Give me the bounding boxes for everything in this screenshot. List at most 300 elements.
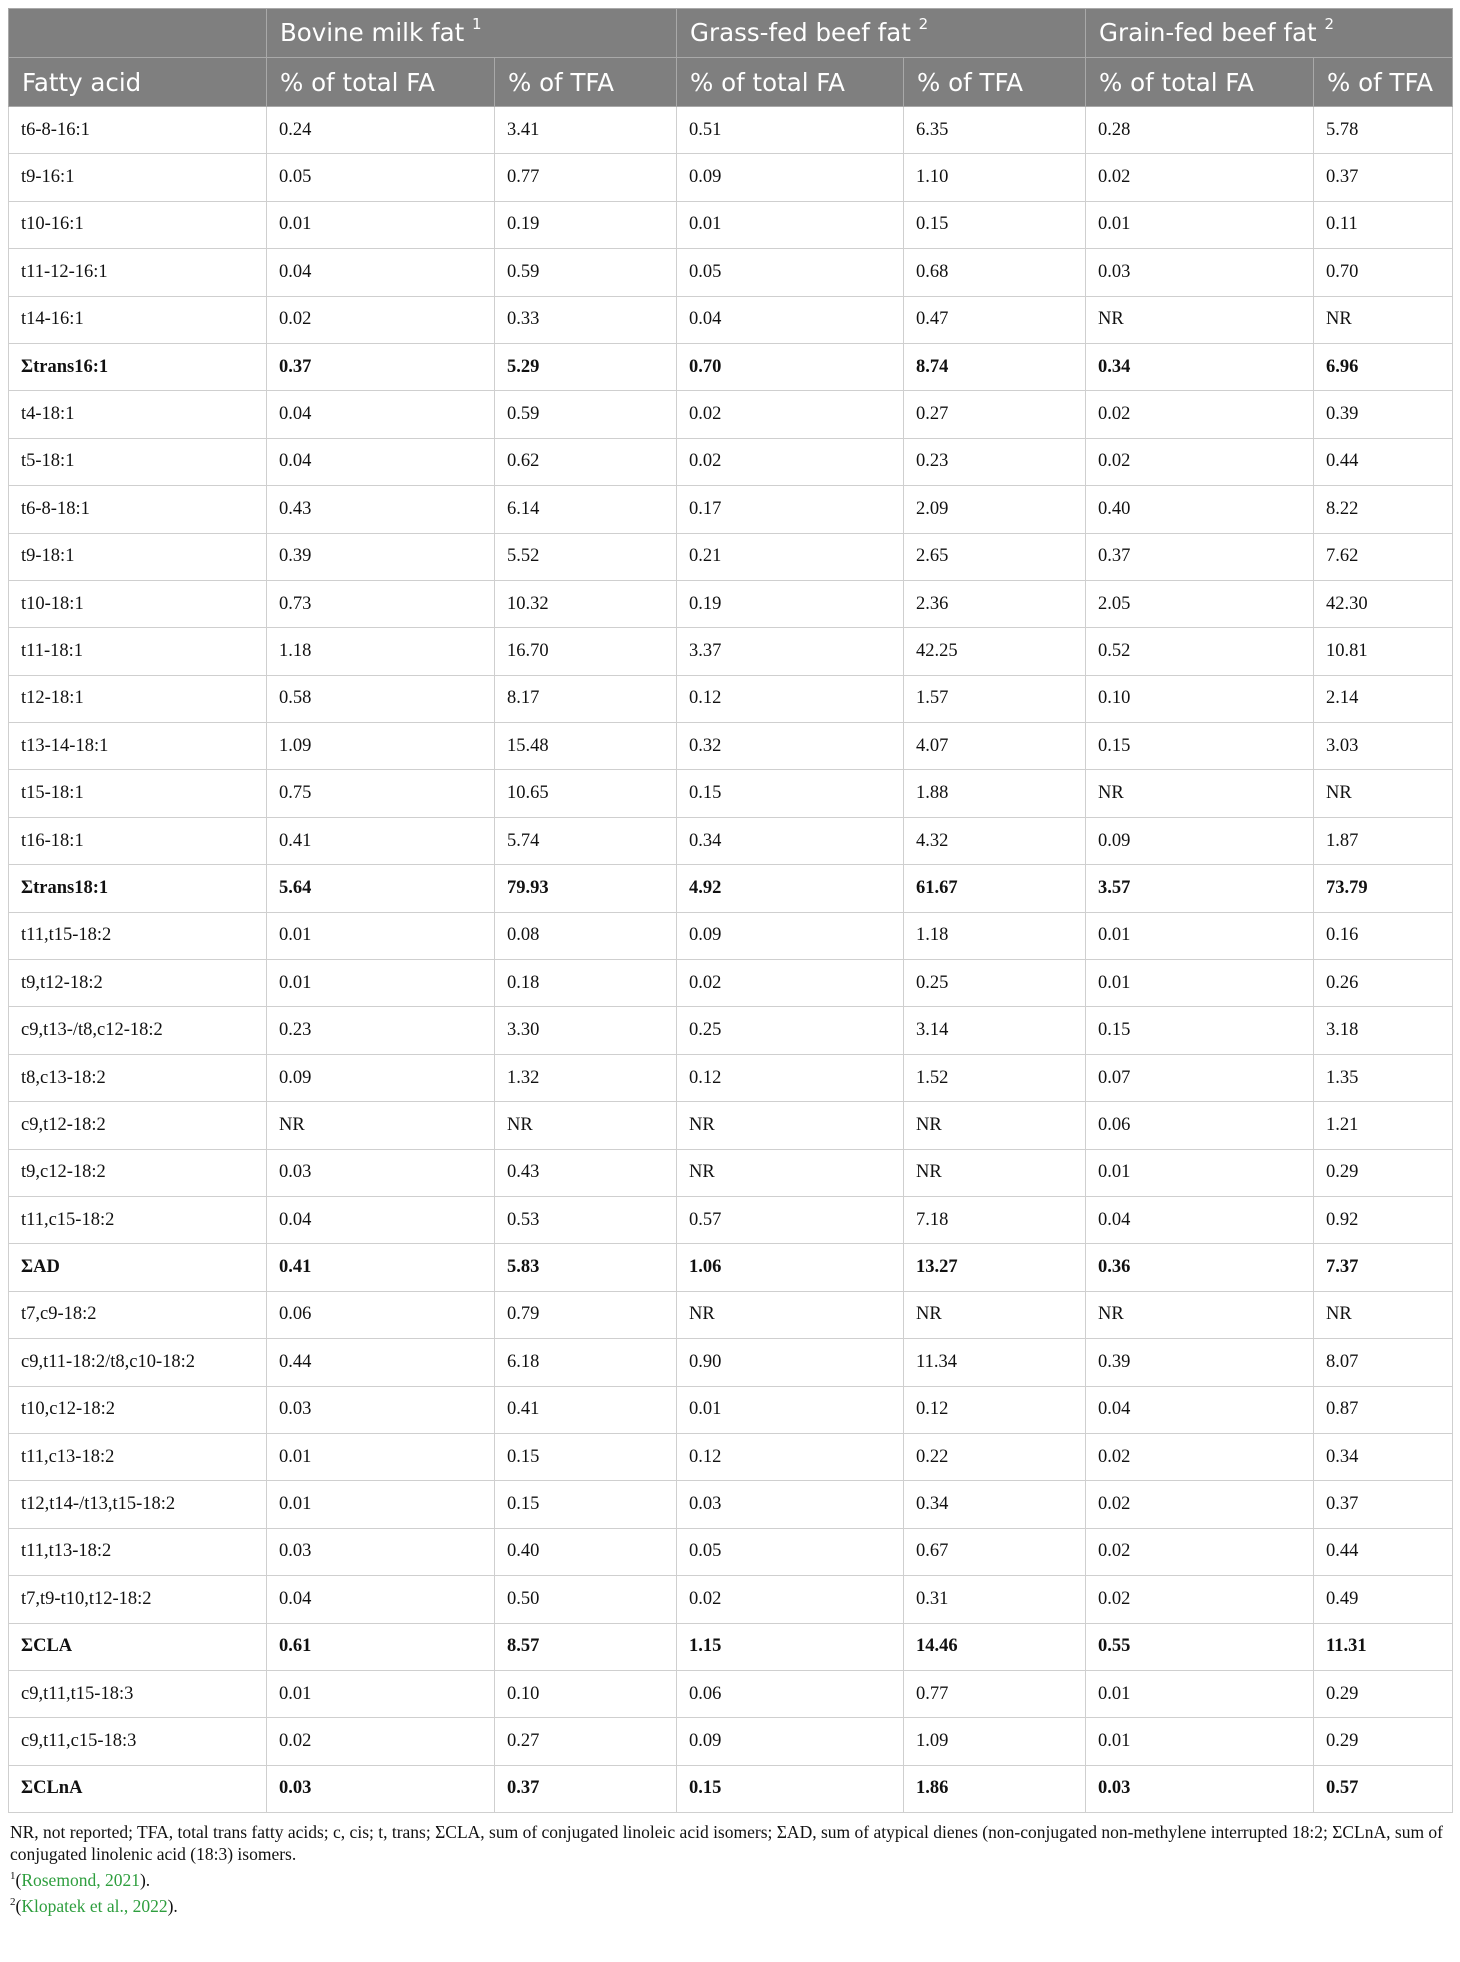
value-cell: 1.57 [904,675,1086,722]
value-cell: 5.74 [495,817,677,864]
value-cell: 0.03 [267,1765,495,1812]
value-cell: 0.70 [1314,249,1453,296]
fatty-acid-cell: t10-16:1 [9,201,267,248]
value-cell: 0.02 [1086,391,1314,438]
fatty-acid-table [8,8,1453,1813]
value-cell: 0.09 [677,912,904,959]
value-cell: 0.37 [1314,1481,1453,1528]
group-header-grass-fed-beef: Grass-fed beef fat $^2$ [677,9,1086,58]
value-cell: 0.01 [1086,201,1314,248]
value-cell: 0.02 [267,296,495,343]
value-cell: 0.77 [904,1670,1086,1717]
value-cell: 0.19 [677,580,904,627]
value-cell: 1.09 [267,723,495,770]
table-row [9,865,1453,912]
value-cell: 2.14 [1314,675,1453,722]
value-cell: 0.17 [677,486,904,533]
fatty-acid-cell: t15-18:1 [9,770,267,817]
value-cell: 0.15 [1086,1007,1314,1054]
fatty-acid-cell: t6-8-18:1 [9,486,267,533]
value-cell: NR [267,1102,495,1149]
table-row [9,723,1453,770]
value-cell: 0.62 [495,438,677,485]
value-cell: 0.61 [267,1623,495,1670]
fatty-acid-cell: ΣCLnA [9,1765,267,1812]
column-header-grain-total-fa: % of total FA [1086,58,1314,107]
value-cell: 0.41 [267,1244,495,1291]
value-cell: 0.02 [1086,154,1314,201]
value-cell: 0.40 [495,1528,677,1575]
value-cell: 3.41 [495,107,677,154]
value-cell: 6.18 [495,1339,677,1386]
fatty-acid-cell: ΣCLA [9,1623,267,1670]
value-cell: 0.25 [904,960,1086,1007]
value-cell: 8.17 [495,675,677,722]
value-cell: 0.02 [1086,1576,1314,1623]
fatty-acid-cell: t12-18:1 [9,675,267,722]
column-header-grass-total-fa: % of total FA [677,58,904,107]
table-row [9,960,1453,1007]
value-cell: 5.83 [495,1244,677,1291]
value-cell: 0.70 [677,343,904,390]
value-cell: NR [904,1149,1086,1196]
fatty-acid-cell: t11,t13-18:2 [9,1528,267,1575]
value-cell: 0.03 [267,1528,495,1575]
table-row [9,817,1453,864]
table-row [9,1244,1453,1291]
value-cell: 0.39 [1086,1339,1314,1386]
value-cell: 0.79 [495,1291,677,1338]
value-cell: 5.64 [267,865,495,912]
table-row [9,296,1453,343]
value-cell: 1.10 [904,154,1086,201]
value-cell: 0.10 [1086,675,1314,722]
value-cell: 0.01 [267,1433,495,1480]
table-row [9,1670,1453,1717]
table-row [9,1054,1453,1101]
value-cell: 0.92 [1314,1196,1453,1243]
column-header-row [9,58,1453,107]
value-cell: 0.01 [1086,1149,1314,1196]
value-cell: 0.33 [495,296,677,343]
table-row [9,1623,1453,1670]
value-cell: 0.02 [677,1576,904,1623]
table-row [9,580,1453,627]
fatty-acid-cell: t12,t14-/t13,t15-18:2 [9,1481,267,1528]
value-cell: 0.24 [267,107,495,154]
value-cell: 0.09 [267,1054,495,1101]
fatty-acid-cell: t9,t12-18:2 [9,960,267,1007]
table-row [9,249,1453,296]
value-cell: 14.46 [904,1623,1086,1670]
value-cell: 8.07 [1314,1339,1453,1386]
value-cell: 4.32 [904,817,1086,864]
value-cell: 3.37 [677,628,904,675]
value-cell: 0.87 [1314,1386,1453,1433]
table-row [9,486,1453,533]
value-cell: 7.37 [1314,1244,1453,1291]
fatty-acid-cell: t7,c9-18:2 [9,1291,267,1338]
value-cell: 1.88 [904,770,1086,817]
value-cell: 0.25 [677,1007,904,1054]
table-row [9,343,1453,390]
value-cell: 1.06 [677,1244,904,1291]
value-cell: NR [1314,1291,1453,1338]
value-cell: 0.58 [267,675,495,722]
table-row [9,1481,1453,1528]
table-row [9,628,1453,675]
value-cell: 5.52 [495,533,677,580]
fatty-acid-cell: c9,t13-/t8,c12-18:2 [9,1007,267,1054]
table-row [9,770,1453,817]
value-cell: NR [904,1102,1086,1149]
reference-link-klopatek[interactable]: Klopatek et al., 2022 [21,1895,168,1916]
value-cell: 4.92 [677,865,904,912]
value-cell: 0.04 [1086,1386,1314,1433]
value-cell: 0.02 [677,960,904,1007]
value-cell: 0.01 [267,960,495,1007]
value-cell: 0.12 [677,1054,904,1101]
column-header-milk-tfa: % of TFA [495,58,677,107]
value-cell: 79.93 [495,865,677,912]
value-cell: 0.19 [495,201,677,248]
value-cell: 0.37 [1314,154,1453,201]
value-cell: 0.41 [495,1386,677,1433]
value-cell: 0.90 [677,1339,904,1386]
value-cell: 0.27 [495,1718,677,1765]
value-cell: 0.34 [1086,343,1314,390]
value-cell: 0.15 [677,770,904,817]
value-cell: 0.43 [495,1149,677,1196]
table-row [9,912,1453,959]
abbreviations-note: NR, not reported; TFA, total trans fatty acids; c, cis; t, trans; ΣCLA, sum of conjugated linoleic acid isomers; ΣAD, sum of atypical dienes (non-conjugated non-methylene interrupted 18:2; ΣCLnA, sum of conjugated linolenic acid (18:3) isomers. [10,1822,1444,1865]
column-header-grain-tfa: % of TFA [1314,58,1453,107]
value-cell: 11.31 [1314,1623,1453,1670]
fatty-acid-cell: t11-18:1 [9,628,267,675]
value-cell: 0.34 [1314,1433,1453,1480]
table-row [9,1433,1453,1480]
value-cell: 0.34 [677,817,904,864]
fatty-acid-cell: t9-16:1 [9,154,267,201]
value-cell: 0.43 [267,486,495,533]
fatty-acid-cell: t7,t9-t10,t12-18:2 [9,1576,267,1623]
table-container [8,8,1452,1917]
table-row [9,1339,1453,1386]
table-row [9,1576,1453,1623]
table-row [9,154,1453,201]
value-cell: 0.04 [267,1196,495,1243]
value-cell: 0.01 [1086,912,1314,959]
value-cell: 3.18 [1314,1007,1453,1054]
value-cell: 0.01 [1086,960,1314,1007]
value-cell: 1.15 [677,1623,904,1670]
value-cell: 0.11 [1314,201,1453,248]
value-cell: NR [677,1291,904,1338]
value-cell: 0.15 [904,201,1086,248]
value-cell: 8.22 [1314,486,1453,533]
value-cell: NR [1086,296,1314,343]
value-cell: 0.27 [904,391,1086,438]
value-cell: 5.29 [495,343,677,390]
table-row [9,1102,1453,1149]
value-cell: 0.04 [267,438,495,485]
value-cell: 1.21 [1314,1102,1453,1149]
value-cell: 0.23 [904,438,1086,485]
value-cell: 0.50 [495,1576,677,1623]
value-cell: 0.01 [267,201,495,248]
table-row [9,1528,1453,1575]
value-cell: NR [677,1149,904,1196]
value-cell: 0.39 [1314,391,1453,438]
value-cell: 0.29 [1314,1670,1453,1717]
value-cell: 0.21 [677,533,904,580]
fatty-acid-cell: t11-12-16:1 [9,249,267,296]
value-cell: 1.09 [904,1718,1086,1765]
value-cell: 0.15 [1086,723,1314,770]
value-cell: 0.53 [495,1196,677,1243]
value-cell: 0.12 [677,675,904,722]
value-cell: 0.26 [1314,960,1453,1007]
value-cell: 8.74 [904,343,1086,390]
table-row [9,675,1453,722]
value-cell: NR [1314,770,1453,817]
value-cell: 0.37 [1086,533,1314,580]
table-row [9,1149,1453,1196]
value-cell: 0.44 [267,1339,495,1386]
table-row [9,438,1453,485]
value-cell: 0.07 [1086,1054,1314,1101]
fatty-acid-cell: c9,t12-18:2 [9,1102,267,1149]
value-cell: 5.78 [1314,107,1453,154]
fatty-acid-cell: t13-14-18:1 [9,723,267,770]
value-cell: 13.27 [904,1244,1086,1291]
value-cell: 0.01 [267,912,495,959]
table-row [9,107,1453,154]
fatty-acid-cell: Σtrans18:1 [9,865,267,912]
value-cell: 0.15 [495,1433,677,1480]
column-header-grass-tfa: % of TFA [904,58,1086,107]
empty-header-cell [9,9,267,58]
value-cell: 0.51 [677,107,904,154]
value-cell: 1.87 [1314,817,1453,864]
value-cell: 0.31 [904,1576,1086,1623]
value-cell: 0.02 [677,391,904,438]
value-cell: 7.62 [1314,533,1453,580]
value-cell: 0.16 [1314,912,1453,959]
table-notes [8,1821,1452,1917]
value-cell: 0.08 [495,912,677,959]
value-cell: 15.48 [495,723,677,770]
value-cell: 0.55 [1086,1623,1314,1670]
fatty-acid-cell: c9,t11-18:2/t8,c10-18:2 [9,1339,267,1386]
value-cell: NR [495,1102,677,1149]
value-cell: 42.25 [904,628,1086,675]
value-cell: 0.28 [1086,107,1314,154]
reference-link-rosemond[interactable]: Rosemond, 2021 [21,1869,140,1890]
value-cell: 0.22 [904,1433,1086,1480]
value-cell: 2.36 [904,580,1086,627]
value-cell: 2.05 [1086,580,1314,627]
fatty-acid-cell: c9,t11,c15-18:3 [9,1718,267,1765]
group-header-row [9,9,1453,58]
fatty-acid-cell: t9,c12-18:2 [9,1149,267,1196]
table-row [9,391,1453,438]
fatty-acid-cell: t11,t15-18:2 [9,912,267,959]
value-cell: NR [1086,1291,1314,1338]
value-cell: 0.37 [267,343,495,390]
value-cell: 1.35 [1314,1054,1453,1101]
value-cell: 1.18 [904,912,1086,959]
fatty-acid-cell: t9-18:1 [9,533,267,580]
value-cell: 0.23 [267,1007,495,1054]
value-cell: 0.03 [677,1481,904,1528]
value-cell: 0.34 [904,1481,1086,1528]
value-cell: 0.67 [904,1528,1086,1575]
value-cell: NR [904,1291,1086,1338]
fatty-acid-cell: t5-18:1 [9,438,267,485]
fatty-acid-cell: t10,c12-18:2 [9,1386,267,1433]
value-cell: 11.34 [904,1339,1086,1386]
value-cell: 0.01 [677,201,904,248]
value-cell: 0.18 [495,960,677,1007]
value-cell: 0.01 [1086,1670,1314,1717]
value-cell: 0.12 [677,1433,904,1480]
value-cell: 2.65 [904,533,1086,580]
value-cell: 0.49 [1314,1576,1453,1623]
value-cell: 0.44 [1314,1528,1453,1575]
value-cell: 0.01 [677,1386,904,1433]
value-cell: NR [1086,770,1314,817]
value-cell: 0.59 [495,391,677,438]
group-header-bovine-milk: Bovine milk fat $^1$ [267,9,677,58]
value-cell: 0.10 [495,1670,677,1717]
table-row [9,1718,1453,1765]
table-row [9,1291,1453,1338]
value-cell: 3.57 [1086,865,1314,912]
value-cell: 0.02 [1086,438,1314,485]
value-cell: 3.03 [1314,723,1453,770]
value-cell: 3.30 [495,1007,677,1054]
fatty-acid-cell: t16-18:1 [9,817,267,864]
value-cell: 0.06 [677,1670,904,1717]
value-cell: 0.02 [1086,1528,1314,1575]
value-cell: 0.09 [677,1718,904,1765]
table-row [9,201,1453,248]
value-cell: 0.04 [677,296,904,343]
value-cell: 0.12 [904,1386,1086,1433]
value-cell: 0.47 [904,296,1086,343]
value-cell: 42.30 [1314,580,1453,627]
value-cell: 0.75 [267,770,495,817]
value-cell: 0.68 [904,249,1086,296]
value-cell: 0.39 [267,533,495,580]
column-header-fatty-acid: Fatty acid [9,58,267,107]
value-cell: 0.37 [495,1765,677,1812]
value-cell: 73.79 [1314,865,1453,912]
value-cell: 0.05 [677,249,904,296]
value-cell: 4.07 [904,723,1086,770]
value-cell: 0.04 [267,391,495,438]
value-cell: 0.06 [267,1291,495,1338]
value-cell: 0.32 [677,723,904,770]
group-header-grain-fed-beef: Grain-fed beef fat $^2$ [1086,9,1453,58]
value-cell: 0.03 [1086,1765,1314,1812]
value-cell: 0.15 [677,1765,904,1812]
fatty-acid-cell: t11,c15-18:2 [9,1196,267,1243]
value-cell: 10.32 [495,580,677,627]
value-cell: 10.65 [495,770,677,817]
fatty-acid-cell: Σtrans16:1 [9,343,267,390]
value-cell: 0.09 [677,154,904,201]
table-row [9,1765,1453,1812]
value-cell: 0.02 [1086,1433,1314,1480]
value-cell: 0.04 [267,249,495,296]
fatty-acid-cell: t8,c13-18:2 [9,1054,267,1101]
table-row [9,1007,1453,1054]
value-cell: 0.73 [267,580,495,627]
fatty-acid-cell: t11,c13-18:2 [9,1433,267,1480]
value-cell: 0.05 [677,1528,904,1575]
footnote-2: $^2$(Klopatek et al., 2022). [10,1895,178,1916]
fatty-acid-cell: t4-18:1 [9,391,267,438]
fatty-acid-cell: ΣAD [9,1244,267,1291]
value-cell: 0.01 [1086,1718,1314,1765]
fatty-acid-cell: t10-18:1 [9,580,267,627]
value-cell: NR [677,1102,904,1149]
value-cell: 7.18 [904,1196,1086,1243]
value-cell: 0.57 [677,1196,904,1243]
table-body [9,107,1453,1813]
fatty-acid-cell: t6-8-16:1 [9,107,267,154]
value-cell: 1.32 [495,1054,677,1101]
table-row [9,1386,1453,1433]
value-cell: 0.57 [1314,1765,1453,1812]
value-cell: 0.41 [267,817,495,864]
value-cell: 0.59 [495,249,677,296]
value-cell: 0.77 [495,154,677,201]
value-cell: 0.02 [1086,1481,1314,1528]
value-cell: 1.86 [904,1765,1086,1812]
fatty-acid-cell: t14-16:1 [9,296,267,343]
value-cell: 10.81 [1314,628,1453,675]
value-cell: 0.06 [1086,1102,1314,1149]
value-cell: 0.02 [267,1718,495,1765]
value-cell: 0.03 [1086,249,1314,296]
value-cell: 0.01 [267,1481,495,1528]
value-cell: 6.96 [1314,343,1453,390]
value-cell: 8.57 [495,1623,677,1670]
value-cell: 0.40 [1086,486,1314,533]
value-cell: 16.70 [495,628,677,675]
value-cell: 0.01 [267,1670,495,1717]
value-cell: 0.44 [1314,438,1453,485]
value-cell: 1.52 [904,1054,1086,1101]
value-cell: NR [1314,296,1453,343]
value-cell: 0.04 [267,1576,495,1623]
value-cell: 0.03 [267,1386,495,1433]
value-cell: 0.05 [267,154,495,201]
column-header-milk-total-fa: % of total FA [267,58,495,107]
footnote-1: $^1$(Rosemond, 2021). [10,1869,151,1890]
value-cell: 0.15 [495,1481,677,1528]
table-row [9,533,1453,580]
value-cell: 6.14 [495,486,677,533]
value-cell: 3.14 [904,1007,1086,1054]
value-cell: 0.03 [267,1149,495,1196]
value-cell: 0.04 [1086,1196,1314,1243]
value-cell: 0.36 [1086,1244,1314,1291]
value-cell: 0.02 [677,438,904,485]
